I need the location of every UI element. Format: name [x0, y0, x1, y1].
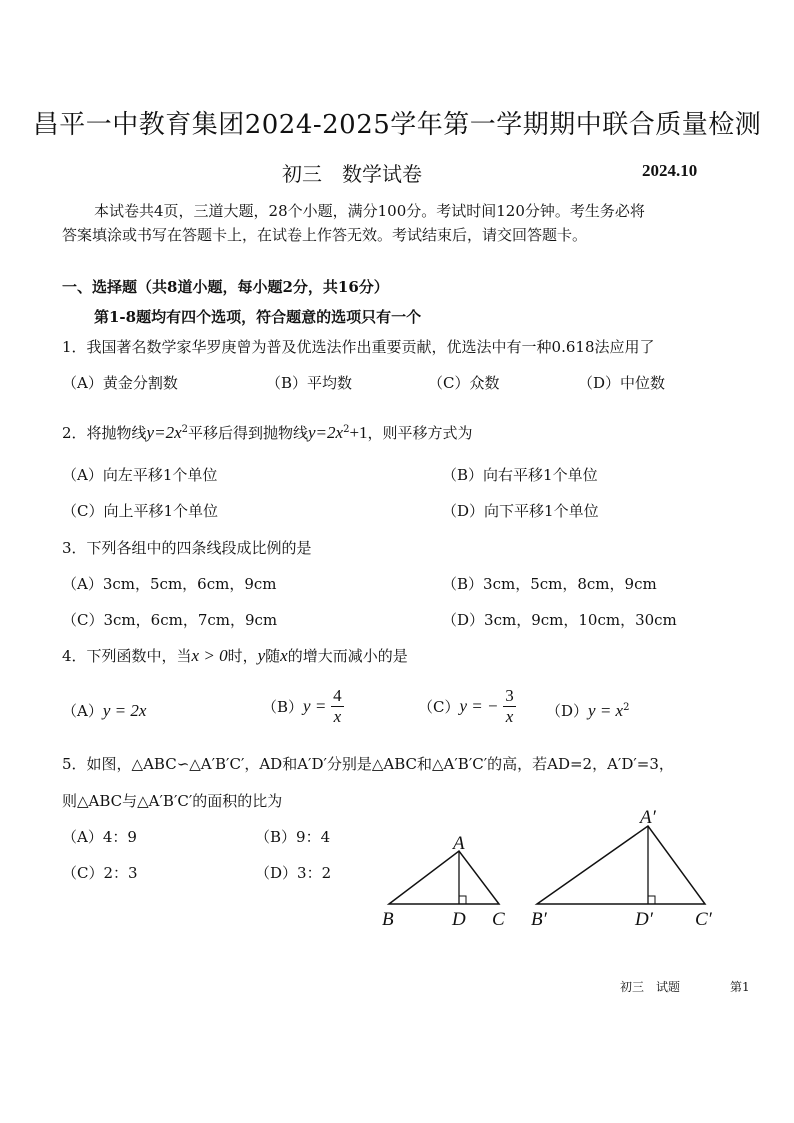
q5-stem-line-2: 则△ABC与△A′B′C′的面积的比为 — [62, 792, 283, 810]
q3-option-d: （D）3cm，9cm，10cm，30cm — [442, 611, 677, 629]
label-b: B — [382, 909, 394, 930]
intro-line-1: 本试卷共4页，三道大题，28个小题，满分100分。考试时间120分钟。考生务必将 — [94, 202, 645, 220]
q5-option-b: （B）9：4 — [255, 828, 331, 846]
triangle-abc — [389, 851, 499, 904]
q4-part-3: 随 — [265, 647, 281, 665]
q4-option-b-fraction — [331, 686, 344, 727]
q1-option-d: （D）中位数 — [578, 374, 666, 392]
triangle-a-prime-b-prime-c-prime — [537, 826, 705, 904]
q2-stem — [62, 422, 473, 443]
q4-option-d — [546, 700, 629, 721]
q4-option-c-numerator: 3 — [505, 686, 514, 705]
q4-option-c-denominator: x — [505, 707, 514, 726]
q4-option-a — [62, 700, 146, 721]
q2-prefix: 2．将抛物线 — [62, 424, 147, 442]
q3-stem: 3．下列各组中的四条线段成比例的是 — [62, 539, 312, 557]
label-d: D — [452, 909, 466, 930]
q4-option-d-exp: 2 — [623, 702, 630, 713]
q4-var-y: y — [257, 646, 266, 665]
q2-formula-2: y=2x — [308, 423, 344, 442]
q4-option-c — [418, 686, 516, 727]
q4-option-b — [262, 686, 344, 727]
footer-subject: 初三 试题 — [620, 980, 681, 994]
q2-exp-1: 2 — [181, 424, 188, 435]
q4-option-c-fraction — [503, 686, 516, 727]
right-angle-mark-d-prime — [648, 896, 655, 904]
label-a: A — [453, 833, 465, 854]
q4-option-b-numerator: 4 — [333, 686, 342, 705]
section1-heading: 一、选择题（共8道小题，每小题2分，共16分） — [62, 278, 389, 296]
q1-option-b: （B）平均数 — [266, 374, 353, 392]
q4-option-d-expr: y = x — [588, 701, 624, 720]
similar-triangles-figure — [370, 795, 730, 935]
q3-option-a: （A）3cm，5cm，6cm，9cm — [62, 575, 277, 593]
q2-option-c: （C）向上平移1个单位 — [62, 502, 219, 520]
exam-title: 昌平一中教育集团2024-2025学年第一学期期中联合质量检测 — [32, 110, 762, 140]
q2-option-d: （D）向下平移1个单位 — [442, 502, 599, 520]
q4-option-b-lhs: y = — [303, 696, 327, 716]
q2-mid: 平移后得到抛物线 — [187, 424, 308, 442]
q4-option-a-expr: y = 2x — [102, 701, 147, 720]
q2-suffix: ，则平移方式为 — [367, 424, 473, 442]
q4-condition: x > 0 — [191, 646, 228, 665]
label-a-prime: A′ — [640, 807, 656, 828]
q3-option-c: （C）3cm，6cm，7cm，9cm — [62, 611, 278, 629]
exam-date: 2024.10 — [642, 161, 698, 180]
q4-part-2: 时， — [227, 647, 258, 665]
q4-stem — [62, 645, 408, 666]
q2-plus: +1 — [349, 423, 368, 442]
q1-option-c: （C）众数 — [428, 374, 500, 392]
q4-option-d-label: （D） — [546, 702, 589, 720]
right-angle-mark-d — [459, 896, 466, 904]
q2-option-b: （B）向右平移1个单位 — [442, 466, 598, 484]
q2-formula-1: y=2x — [146, 423, 182, 442]
q5-stem-line-1: 5．如图，△ABC∽△A′B′C′，AD和A′D′分别是△ABC和△A′B′C′的高，若AD=2，A′D′=3， — [62, 755, 674, 773]
label-c-prime: C′ — [695, 909, 712, 930]
q3-option-b: （B）3cm，5cm，8cm，9cm — [442, 575, 657, 593]
exam-subtitle: 初三 数学试卷 — [282, 162, 422, 186]
q4-option-b-denominator: x — [333, 707, 342, 726]
label-d-prime: D′ — [635, 909, 653, 930]
q2-exp-2: 2 — [343, 424, 350, 435]
q5-option-d: （D）3：2 — [255, 864, 332, 882]
q4-part-1: 4．下列函数中，当 — [62, 647, 192, 665]
label-b-prime: B′ — [531, 909, 547, 930]
q1-stem: 1．我国著名数学家华罗庚曾为普及优选法作出重要贡献，优选法中有一种0.618法应用了 — [62, 338, 655, 356]
q4-part-4: 的增大而减小的是 — [287, 647, 408, 665]
intro-line-2: 答案填涂或书写在答题卡上，在试卷上作答无效。考试结束后，请交回答题卡。 — [62, 226, 588, 244]
q5-option-c: （C）2：3 — [62, 864, 138, 882]
label-c: C — [492, 909, 505, 930]
q2-option-a: （A）向左平移1个单位 — [62, 466, 218, 484]
q4-option-c-lhs: y = − — [459, 696, 499, 716]
q1-option-a: （A）黄金分割数 — [62, 374, 178, 392]
q4-option-a-label: （A） — [62, 702, 103, 720]
q5-option-a: （A）4：9 — [62, 828, 137, 846]
footer-page: 第1 — [730, 980, 750, 994]
section1-note: 第1-8题均有四个选项，符合题意的选项只有一个 — [94, 308, 422, 326]
q4-var-x: x — [280, 646, 288, 665]
q4-option-b-label: （B） — [262, 698, 304, 716]
q4-option-c-label: （C） — [418, 698, 460, 716]
